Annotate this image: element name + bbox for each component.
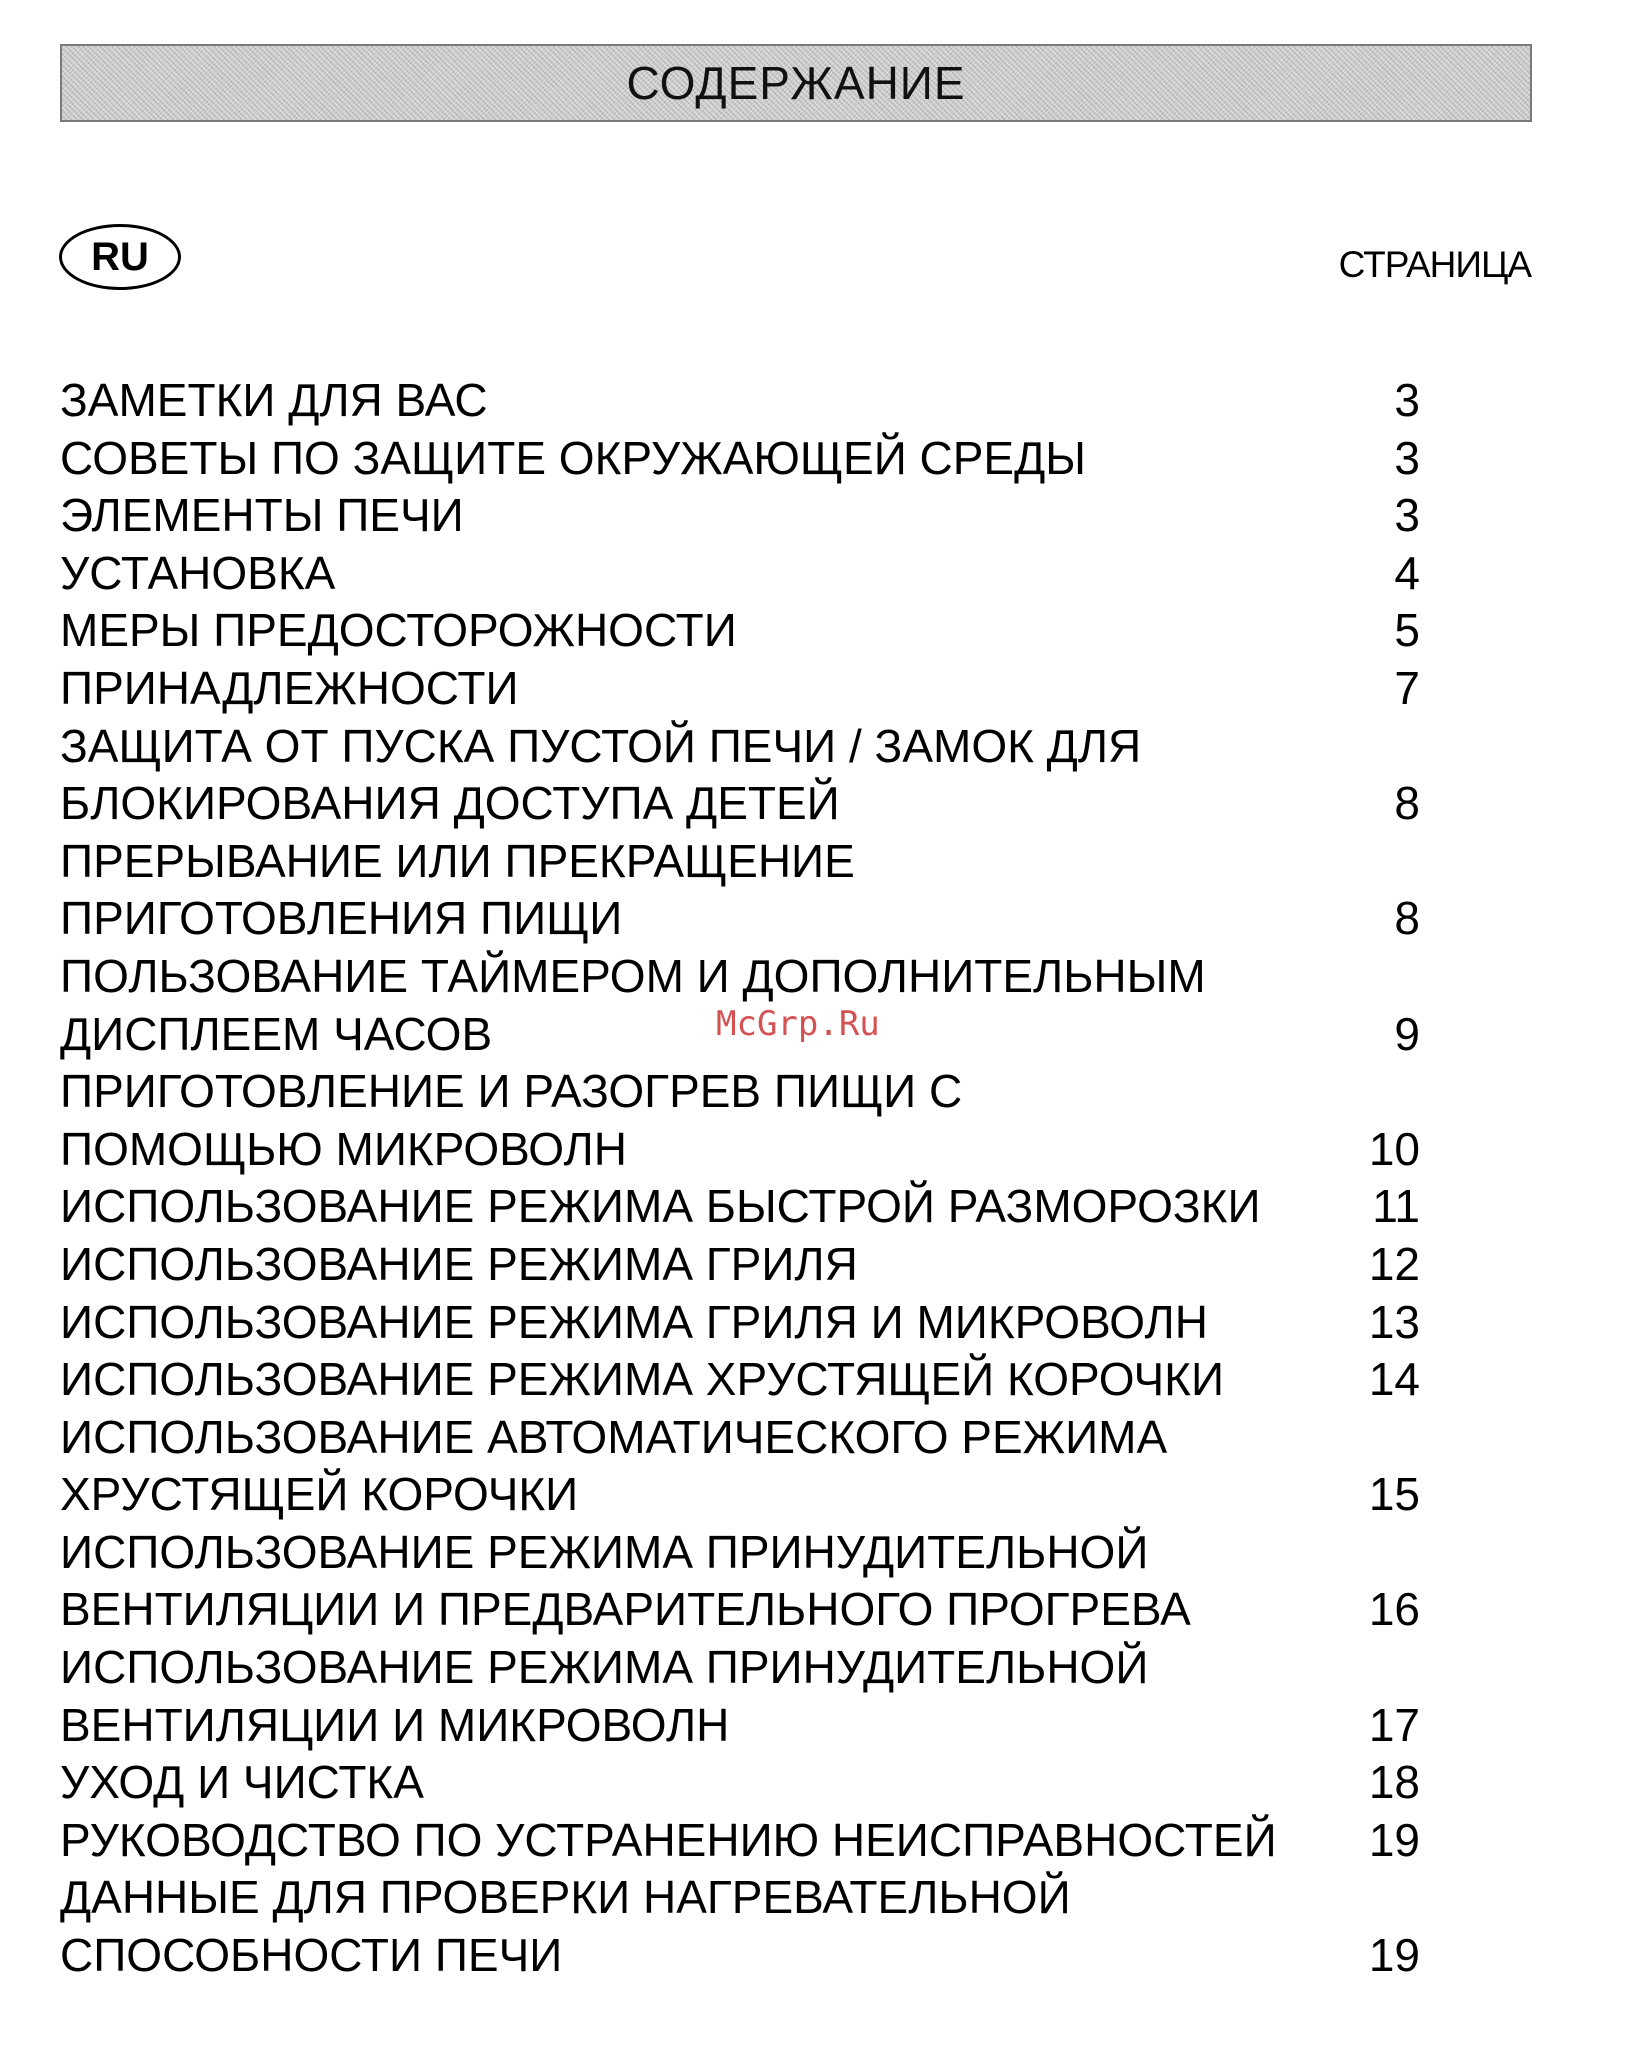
toc-entry bbox=[60, 1178, 1420, 1236]
toc-entry-title: ИСПОЛЬЗОВАНИЕ АВТОМАТИЧЕСКОГО РЕЖИМА bbox=[60, 1410, 1168, 1463]
toc-entry bbox=[60, 775, 1420, 833]
toc-entry bbox=[60, 718, 1420, 776]
toc-entry bbox=[60, 1581, 1420, 1639]
toc-entry bbox=[60, 948, 1420, 1006]
toc-entry-page: 5 bbox=[1394, 604, 1420, 657]
toc-entry-page: 19 bbox=[1368, 1929, 1420, 1982]
toc-entry-title: ЗАМЕТКИ ДЛЯ ВАС bbox=[60, 374, 488, 426]
toc-entry-page: 3 bbox=[1394, 374, 1420, 426]
toc-entry bbox=[60, 1524, 1420, 1582]
toc-entry bbox=[60, 1236, 1420, 1294]
toc-entry-title: РУКОВОДСТВО ПО УСТРАНЕНИЮ НЕИСПРАВНОСТЕЙ bbox=[60, 1813, 1277, 1866]
toc-entry-title: ПОМОЩЬЮ МИКРОВОЛН bbox=[60, 1122, 627, 1175]
toc-entry-page: 4 bbox=[1394, 546, 1420, 599]
contents-header-bar bbox=[60, 44, 1532, 122]
toc-entry-title: ПОЛЬЗОВАНИЕ ТАЙМЕРОМ И ДОПОЛНИТЕЛЬНЫМ bbox=[60, 949, 1206, 1002]
toc-entry-page: 10 bbox=[1368, 1122, 1420, 1175]
toc-entry-title: БЛОКИРОВАНИЯ ДОСТУПА ДЕТЕЙ bbox=[60, 777, 840, 830]
page-title: СОДЕРЖАНИЕ bbox=[626, 57, 966, 109]
toc-entry bbox=[60, 1754, 1420, 1812]
toc-entry bbox=[60, 1409, 1420, 1467]
toc-entry-title: СОВЕТЫ ПО ЗАЩИТЕ ОКРУЖАЮЩЕЙ СРЕДЫ bbox=[60, 431, 1086, 484]
toc-entry bbox=[60, 602, 1420, 660]
toc-entry-title: ПРИГОТОВЛЕНИЕ И РАЗОГРЕВ ПИЩИ С bbox=[60, 1065, 963, 1118]
toc-entry-title: СПОСОБНОСТИ ПЕЧИ bbox=[60, 1929, 563, 1982]
toc-entry bbox=[60, 660, 1420, 718]
page-column-label: СТРАНИЦА bbox=[1338, 244, 1531, 285]
toc-entry-page: 17 bbox=[1368, 1698, 1420, 1751]
toc-entry-title: ХРУСТЯЩЕЙ КОРОЧКИ bbox=[60, 1468, 579, 1521]
toc-entry bbox=[60, 545, 1420, 603]
toc-entry-page: 11 bbox=[1372, 1180, 1420, 1233]
toc-entry bbox=[60, 1351, 1420, 1409]
toc-entry-title: ДАННЫЕ ДЛЯ ПРОВЕРКИ НАГРЕВАТЕЛЬНОЙ bbox=[60, 1871, 1071, 1924]
toc-entry-page: 15 bbox=[1368, 1468, 1420, 1521]
toc-entry-title: ВЕНТИЛЯЦИИ И ПРЕДВАРИТЕЛЬНОГО ПРОГРЕВА bbox=[60, 1583, 1191, 1636]
toc-entry bbox=[60, 1927, 1420, 1985]
toc-entry-title: МЕРЫ ПРЕДОСТОРОЖНОСТИ bbox=[60, 604, 737, 657]
toc-entry-page: 18 bbox=[1368, 1756, 1420, 1809]
toc-entry-title: ПРИНАДЛЕЖНОСТИ bbox=[60, 661, 519, 714]
toc-entry bbox=[60, 833, 1420, 891]
toc-entry-page: 8 bbox=[1394, 777, 1420, 830]
toc-entry-page: 3 bbox=[1394, 431, 1420, 484]
toc-entry bbox=[60, 372, 1420, 430]
table-of-contents bbox=[60, 372, 1420, 1985]
toc-entry bbox=[60, 1294, 1420, 1352]
watermark: McGrp.Ru bbox=[716, 1004, 880, 1044]
toc-entry-title: ВЕНТИЛЯЦИИ И МИКРОВОЛН bbox=[60, 1698, 730, 1751]
toc-entry bbox=[60, 1869, 1420, 1927]
toc-entry-page: 16 bbox=[1368, 1583, 1420, 1636]
toc-entry-page: 8 bbox=[1394, 892, 1420, 945]
toc-entry bbox=[60, 1639, 1420, 1697]
toc-entry-title: ИСПОЛЬЗОВАНИЕ РЕЖИМА ПРИНУДИТЕЛЬНОЙ bbox=[60, 1525, 1149, 1578]
toc-entry-title: ПРИГОТОВЛЕНИЯ ПИЩИ bbox=[60, 892, 623, 945]
toc-entry-title: УХОД И ЧИСТКА bbox=[60, 1756, 424, 1809]
toc-entry-title: ДИСПЛЕЕМ ЧАСОВ bbox=[60, 1007, 493, 1060]
toc-entry bbox=[60, 1812, 1420, 1870]
toc-entry-page: 14 bbox=[1368, 1353, 1420, 1406]
toc-entry-title: ИСПОЛЬЗОВАНИЕ РЕЖИМА ГРИЛЯ И МИКРОВОЛН bbox=[60, 1295, 1208, 1348]
toc-entry-page: 3 bbox=[1394, 489, 1420, 542]
toc-entry bbox=[60, 1697, 1420, 1755]
toc-entry-title: ИСПОЛЬЗОВАНИЕ РЕЖИМА ХРУСТЯЩЕЙ КОРОЧКИ bbox=[60, 1353, 1225, 1406]
toc-entry-title: ПРЕРЫВАНИЕ ИЛИ ПРЕКРАЩЕНИЕ bbox=[60, 834, 855, 887]
toc-entry bbox=[60, 1121, 1420, 1179]
toc-entry-title: ЭЛЕМЕНТЫ ПЕЧИ bbox=[60, 489, 464, 542]
toc-entry-title: ЗАЩИТА ОТ ПУСКА ПУСТОЙ ПЕЧИ / ЗАМОК ДЛЯ bbox=[60, 719, 1142, 772]
toc-entry-title: УСТАНОВКА bbox=[60, 546, 336, 599]
toc-entry bbox=[60, 487, 1420, 545]
toc-entry bbox=[60, 430, 1420, 488]
toc-entry bbox=[60, 1466, 1420, 1524]
toc-entry-title: ИСПОЛЬЗОВАНИЕ РЕЖИМА БЫСТРОЙ РАЗМОРОЗКИ bbox=[60, 1180, 1261, 1233]
toc-entry-page: 13 bbox=[1368, 1295, 1420, 1348]
toc-entry-page: 7 bbox=[1394, 661, 1420, 714]
toc-entry bbox=[60, 890, 1420, 948]
toc-entry bbox=[60, 1063, 1420, 1121]
language-badge: RU bbox=[59, 224, 181, 290]
toc-entry-title: ИСПОЛЬЗОВАНИЕ РЕЖИМА ГРИЛЯ bbox=[60, 1237, 858, 1290]
toc-entry-page: 12 bbox=[1368, 1237, 1420, 1290]
toc-entry-page: 19 bbox=[1368, 1813, 1420, 1866]
toc-entry-title: ИСПОЛЬЗОВАНИЕ РЕЖИМА ПРИНУДИТЕЛЬНОЙ bbox=[60, 1641, 1149, 1694]
toc-entry-page: 9 bbox=[1394, 1007, 1420, 1060]
